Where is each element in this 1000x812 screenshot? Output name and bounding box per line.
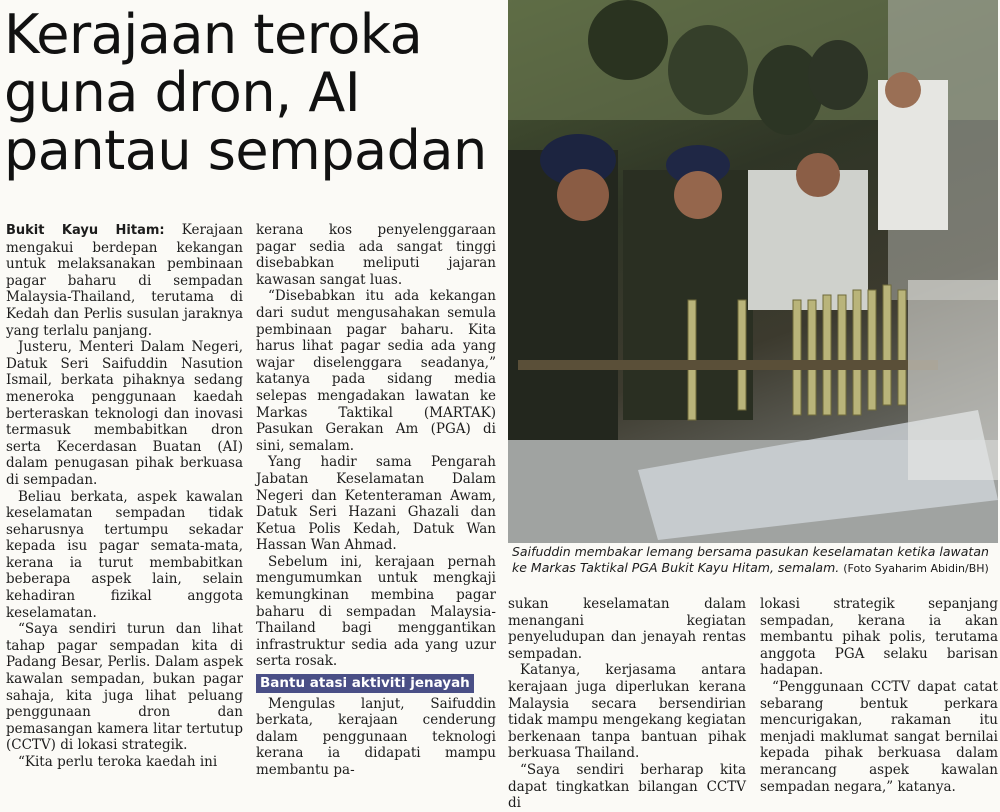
paragraph: “Disebabkan itu ada kekangan dari sudut mengusahakan semula pembinaan pagar baharu. Kita harus lihat pagar sedia ada yang wajar diselenggara seadanya,” katanya pada sidang media selepas mengadakan lawatan ke Markas Taktikal (MARTAK) Pasukan Gerakan Am (PGA) di sini, semalam.	[256, 288, 496, 454]
caption-text: Saifuddin membakar lemang bersama pasukan keselamatan ketika lawatan ke Markas Taktikal PGA Bukit Kayu Hitam, semalam.	[512, 544, 989, 575]
paragraph: Yang hadir sama Pengarah Jabatan Keselamatan Dalam Negeri dan Ketenteraman Awam, Datuk Seri Hazani Ghazali dan Ketua Polis Kedah, Datuk Wan Hassan Wan Ahmad.	[256, 454, 496, 554]
paragraph	[6, 222, 243, 339]
paragraph: “Saya sendiri turun dan lihat tahap pagar sempadan kita di Padang Besar, Perlis. Dalam aspek kawalan sempadan, bukan pagar sahaja, kita juga lihat peluang penggunaan dron dan pemasangan kamera litar tertutup (CCTV) di lokasi strategik.	[6, 621, 243, 754]
headline-line-1: Kerajaan teroka	[4, 3, 423, 66]
paragraph: “Penggunaan CCTV dapat catat sebarang bentuk perkara mencurigakan, rakaman itu menjadi maklumat sangat bernilai kepada pihak berkuasa dalam merancang aspek kawalan sempadan negara,” katanya.	[760, 678, 998, 795]
headline-line-2: guna dron, AI	[4, 61, 361, 124]
paragraph: Mengulas lanjut, Saifuddin berkata, kerajaan cenderung dalam penggunaan teknologi kerana ia didapati mampu membantu pa-	[256, 695, 496, 778]
article-column-1	[6, 222, 243, 771]
photo-credit: (Foto Syaharim Abidin/BH)	[843, 561, 989, 575]
news-photo	[508, 0, 998, 543]
subheading: Bantu atasi aktiviti jenayah	[256, 674, 474, 693]
paragraph: “Saya sendiri berharap kita dapat tingkatkan bilangan CCTV di	[508, 761, 746, 812]
paragraph: lokasi strategik sepanjang sempadan, kerana ia akan membantu pihak polis, terutama anggota PGA selaku barisan hadapan.	[760, 596, 998, 679]
photo-illustration	[508, 0, 998, 543]
paragraph: Beliau berkata, aspek kawalan keselamatan sempadan tidak seharusnya tertumpu sekadar kepada isu pagar semata-mata, kerana ia turut membabitkan beberapa aspek lain, selain kehadiran fizikal anggota keselamatan.	[6, 488, 243, 621]
paragraph: Justeru, Menteri Dalam Negeri, Datuk Seri Saifuddin Nasution Ismail, berkata pihaknya sedang meneroka penggunaan kaedah berteraskan teknologi dan inovasi termasuk membabitkan dron serta Kecerdasan Buatan (AI) dalam penugasan pihak berkuasa di sempadan.	[6, 339, 243, 488]
article-column-2	[256, 222, 496, 779]
paragraph: Katanya, kerjasama antara kerajaan juga diperlukan kerana Malaysia secara bersendirian tidak mampu mengekang kegiatan berkenaan tanpa bantuan pihak berkuasa Thailand.	[508, 662, 746, 762]
paragraph-text: Kerajaan mengakui berdepan kekangan untuk melaksanakan pembinaan pagar baharu di sempadan Malaysia-Thailand, terutama di Kedah dan Perlis susulan jaraknya yang terlalu panjang.	[6, 222, 243, 339]
paragraph: Sebelum ini, kerajaan pernah mengumumkan untuk mengkaji kemungkinan membina pagar baharu di sempadan Malaysia-Thailand bagi menggantikan infrastruktur sedia ada yang uzur serta rosak.	[256, 553, 496, 670]
paragraph: “Kita perlu teroka kaedah ini	[18, 754, 218, 770]
dateline: Bukit Kayu Hitam:	[6, 223, 165, 238]
photo-caption	[512, 544, 998, 576]
paragraph: kerana kos penyelenggaraan pagar sedia ada sangat tinggi disebabkan meliputi jajaran kawasan sangat luas.	[256, 222, 496, 288]
headline	[4, 3, 504, 182]
article-column-4	[760, 596, 998, 795]
paragraph: sukan keselamatan dalam menangani kegiatan penyeludupan dan jenayah rentas sempadan.	[508, 596, 746, 662]
article-column-3	[508, 596, 746, 812]
headline-line-3: pantau sempadan	[4, 119, 487, 182]
